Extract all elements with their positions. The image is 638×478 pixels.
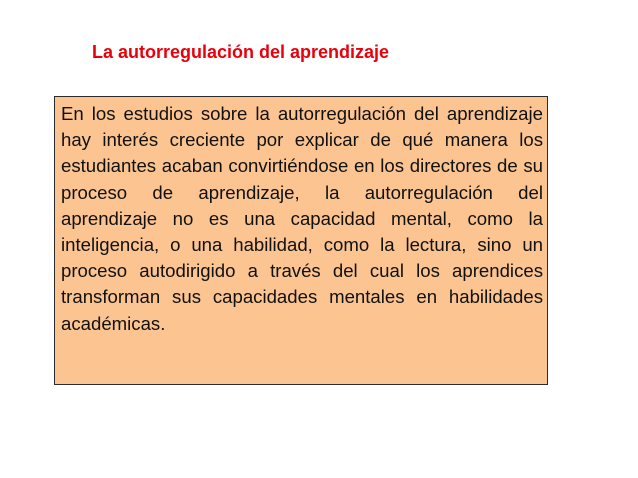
body-paragraph: En los estudios sobre la autorregulación del aprendizaje hay interés creciente por explicar de qué manera los estudiantes acaban convirtiéndose en los directores de su proceso de aprendizaje, la autorregulación del aprendizaje no es una capacidad mental, como la inteligencia, o una habilidad, como la lectura, sino un proceso autodirigido a través del cual los aprendices transforman sus capacidades mentales en habilidades académicas.	[61, 103, 543, 334]
slide-title: La autorregulación del aprendizaje	[92, 42, 390, 62]
text-box	[54, 96, 548, 385]
